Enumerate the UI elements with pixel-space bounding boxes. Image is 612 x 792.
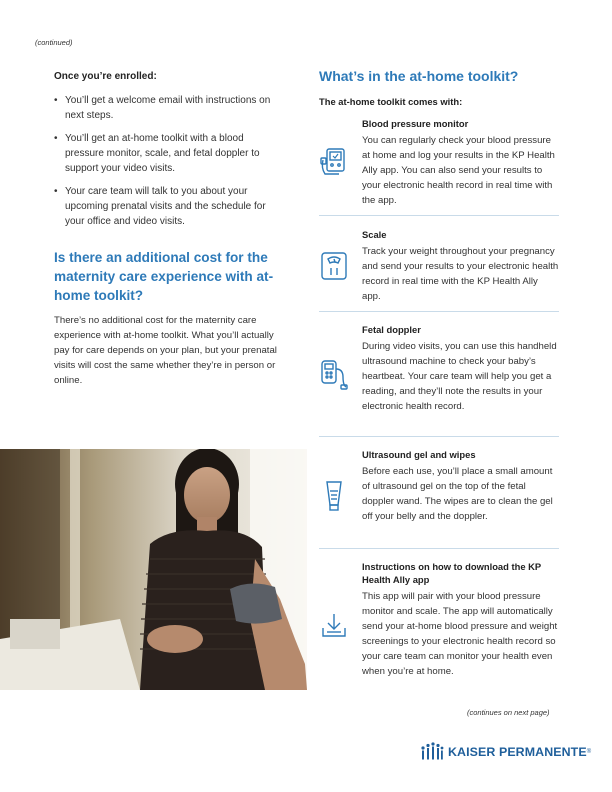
registered-mark: ® <box>586 749 592 755</box>
enrolled-heading: Once you’re enrolled: <box>54 71 157 82</box>
toolkit-subheading: The at-home toolkit comes with: <box>319 96 463 107</box>
blood-pressure-monitor-icon <box>319 146 349 180</box>
kaiser-permanente-logo <box>420 741 591 763</box>
toolkit-heading: What’s in the at-home toolkit? <box>319 68 519 84</box>
list-item: • Your care team will talk to you about your upcoming prenatal visits and the schedule for your office and video visits. <box>54 184 284 229</box>
item-title: Instructions on how to download the KP Health Ally app <box>362 561 541 585</box>
item-description: This app will pair with your blood pressure monitor and scale. The app will automatically send your at-home blood pressure and weight screenings to your electronic health record so your care team can monitor your health even when you’re at home. <box>362 591 558 677</box>
divider <box>319 311 559 312</box>
item-title: Blood pressure monitor <box>362 118 469 129</box>
continued-label: (continued) <box>35 38 73 47</box>
continues-label: (continues on next page) <box>467 708 550 717</box>
item-title: Ultrasound gel and wipes <box>362 449 476 460</box>
item-title: Fetal doppler <box>362 324 421 335</box>
divider <box>319 215 559 216</box>
divider <box>319 548 559 549</box>
kp-people-icon <box>420 742 444 762</box>
cost-body: There’s no additional cost for the maternity care experience with at-home toolkit. What you’ll actually pay for care depends on your plan, but your prenatal visits will cost the same whether they’re in person or online. <box>54 315 277 386</box>
divider <box>319 436 559 437</box>
item-description: During video visits, you can use this handheld ultrasound machine to check your baby’s heartbeat. Your care team will help you get a reading, and they’ll note the results in your electronic health record. <box>362 341 557 412</box>
scale-icon <box>319 250 349 284</box>
gel-tube-icon <box>319 479 349 513</box>
cost-heading: Is there an additional cost for the maternity care experience with at-home toolkit? <box>54 250 274 303</box>
download-icon <box>319 610 349 644</box>
list-item: • You’ll get an at-home toolkit with a blood pressure monitor, scale, and fetal doppler to support your video visits. <box>54 131 284 176</box>
enrolled-list <box>54 93 284 229</box>
enrollment-section <box>54 71 284 237</box>
fetal-doppler-icon <box>319 357 349 391</box>
pregnant-woman-photo <box>0 449 307 690</box>
item-title: Scale <box>362 229 387 240</box>
list-item: • You’ll get a welcome email with instructions on next steps. <box>54 93 284 123</box>
item-description: Before each use, you’ll place a small amount of ultrasound gel on the top of the fetal doppler wand. The wipes are to clean the gel off your belly and the doppler. <box>362 466 553 522</box>
brand-name: KAISER PERMANENTE <box>448 745 587 759</box>
item-description: Track your weight throughout your pregnancy and send your results to your electronic health record in real time with the KP Health Ally app. <box>362 246 559 302</box>
item-description: You can regularly check your blood pressure at home and log your results in the KP Health Ally app. You can also send your results to your electronic health record in real time with the app. <box>362 135 555 206</box>
